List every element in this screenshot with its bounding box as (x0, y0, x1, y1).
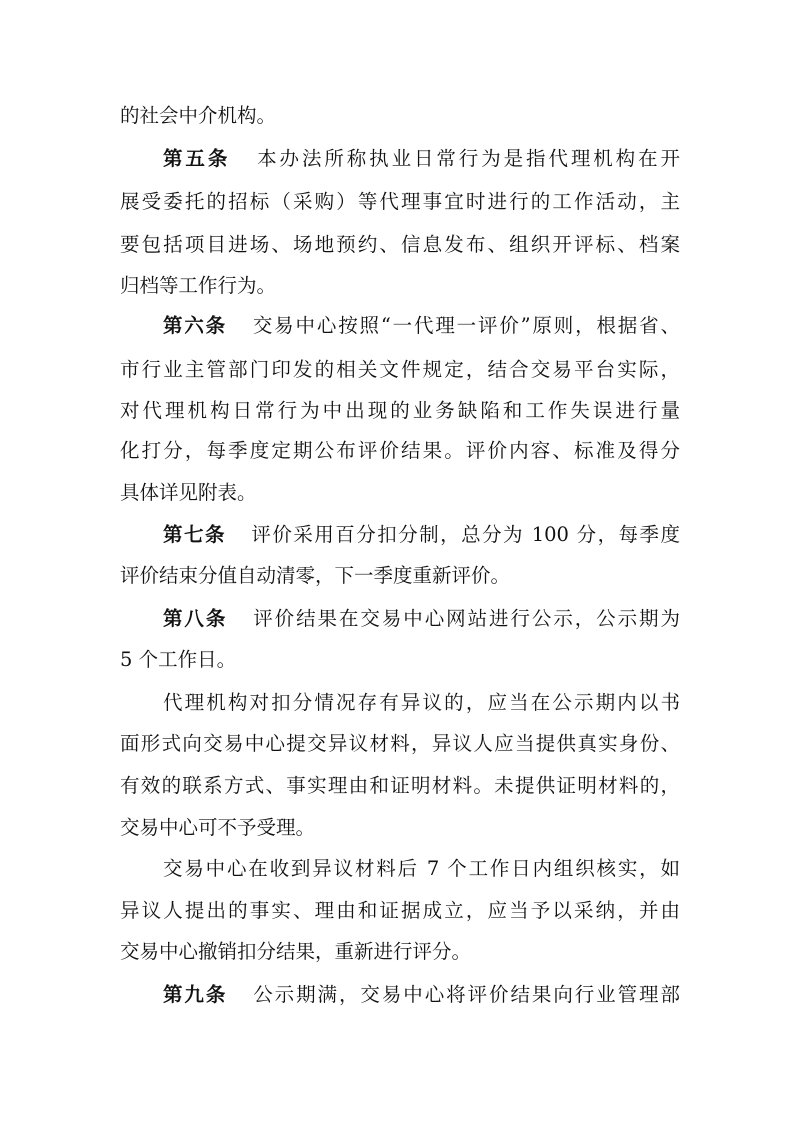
article-6-heading: 第六条 (163, 314, 228, 337)
article-6-first-line (163, 306, 680, 346)
article-5-heading: 第五条 (163, 147, 231, 170)
text-line: 有效的联系方式、事实理由和证明材料。未提供证明材料的， (120, 774, 680, 797)
text-line: 归档等工作行为。 (120, 274, 277, 297)
text-line: 交易中心撤销扣分结果，重新进行评分。 (120, 940, 472, 963)
article-9-first-line (163, 975, 680, 1015)
article-9-heading: 第九条 (163, 983, 228, 1006)
text-line: 对代理机构日常行为中出现的业务缺陷和工作失误进行量 (120, 399, 680, 422)
text-line: 异议人提出的事实、理由和证据成立，应当予以采纳，并由 (120, 899, 680, 922)
text-line: 具体详见附表。 (120, 481, 257, 504)
article-7-heading: 第七条 (163, 523, 226, 546)
text-line: 交易中心按照“一代理一评价”原则，根据省、 (251, 314, 680, 337)
text-line: 代理机构对扣分情况存有异议的，应当在公示期内以书 (163, 691, 680, 714)
text-line: 要包括项目进场、场地预约、信息发布、组织开评标、档案 (120, 233, 680, 256)
text-line: 交易中心可不予受理。 (120, 816, 316, 839)
text-line: 展受委托的招标（采购）等代理事宜时进行的工作活动，主 (120, 190, 680, 213)
article-8-first-line (163, 599, 680, 639)
text-line: 的社会中介机构。 (120, 104, 277, 127)
text-line: 评价结果在交易中心网站进行公示，公示期为 (251, 607, 680, 630)
article-8-heading: 第八条 (163, 607, 228, 630)
text-line: 化打分，每季度定期公布评价结果。评价内容、标准及得分 (120, 439, 680, 462)
text-line: 5 个工作日。 (120, 648, 237, 671)
text-line: 公示期满，交易中心将评价结果向行业管理部 (251, 983, 680, 1006)
article-7-first-line (163, 515, 680, 555)
text-line: 市行业主管部门印发的相关文件规定，结合交易平台实际， (120, 358, 680, 381)
text-line: 评价采用百分扣分制，总分为 100 分，每季度 (249, 523, 680, 546)
text-line: 本办法所称执业日常行为是指代理机构在开 (254, 147, 680, 170)
text-line: 交易中心在收到异议材料后 7 个工作日内组织核实，如 (163, 857, 680, 880)
text-line: 评价结束分值自动清零，下一季度重新评价。 (120, 564, 511, 587)
article-5-first-line (163, 139, 680, 179)
text-line: 面形式向交易中心提交异议材料，异议人应当提供真实身份、 (120, 732, 680, 755)
